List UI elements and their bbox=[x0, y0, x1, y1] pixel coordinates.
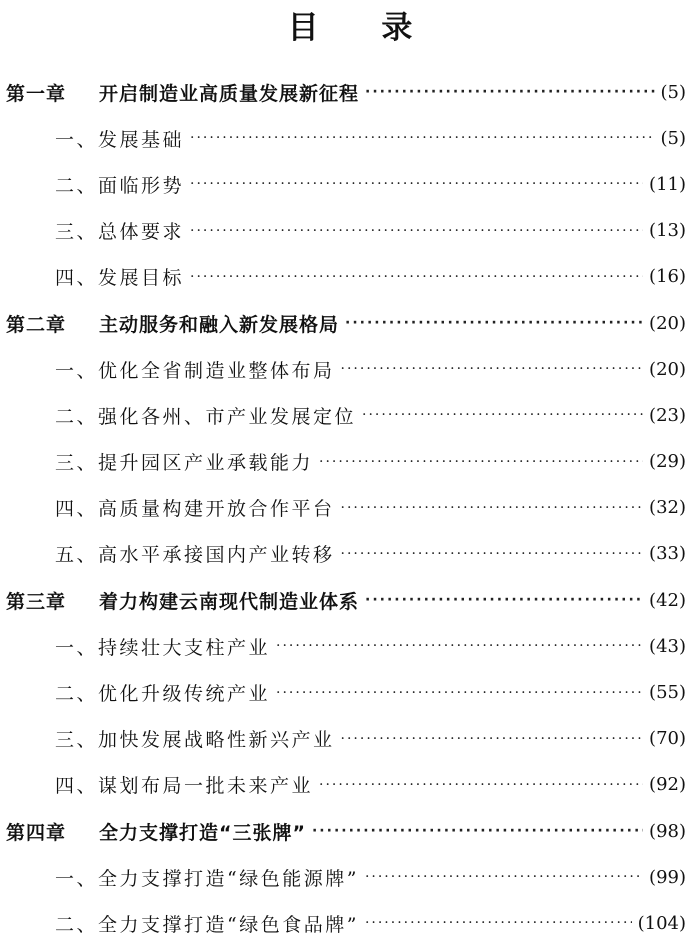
toc-entry-title: 五、高水平承接国内产业转移 bbox=[55, 540, 335, 567]
chapter-number: 第二章 bbox=[6, 310, 99, 337]
dot-leader bbox=[190, 267, 643, 287]
toc-chapter-row[interactable] bbox=[0, 300, 700, 346]
table-of-contents bbox=[0, 69, 700, 947]
chapter-title: 着力构建云南现代制造业体系 bbox=[99, 591, 359, 613]
toc-chapter-row[interactable] bbox=[0, 808, 700, 854]
page-number: (55) bbox=[649, 682, 700, 703]
toc-entry-title: 一、优化全省制造业整体布局 bbox=[55, 356, 335, 383]
toc-entry-title: 三、提升园区产业承载能力 bbox=[55, 448, 313, 475]
chapter-number: 第三章 bbox=[6, 587, 99, 614]
page-number: (98) bbox=[649, 821, 700, 842]
toc-section-row[interactable] bbox=[0, 531, 700, 577]
dot-leader bbox=[341, 729, 644, 749]
toc-entry-title: 二、强化各州、市产业发展定位 bbox=[55, 402, 356, 429]
dot-leader bbox=[365, 590, 643, 610]
dot-leader bbox=[312, 821, 643, 841]
toc-entry-title: 三、总体要求 bbox=[55, 217, 184, 244]
toc-entry-title: 四、谋划布局一批未来产业 bbox=[55, 771, 313, 798]
page-number: (42) bbox=[649, 590, 700, 611]
page-number: (20) bbox=[649, 313, 700, 334]
chapter-title: 主动服务和融入新发展格局 bbox=[99, 314, 339, 336]
chapter-number: 第四章 bbox=[6, 818, 99, 845]
toc-entry-title: 一、发展基础 bbox=[55, 125, 184, 152]
dot-leader bbox=[319, 452, 643, 472]
toc-section-row[interactable] bbox=[0, 854, 700, 900]
page-title: 目 录 bbox=[0, 2, 700, 47]
toc-entry-title: 四、发展目标 bbox=[55, 263, 184, 290]
toc-section-row[interactable] bbox=[0, 485, 700, 531]
page-number: (33) bbox=[649, 543, 700, 564]
page-number: (20) bbox=[649, 359, 700, 380]
toc-entry-title bbox=[6, 587, 359, 614]
dot-leader bbox=[341, 544, 644, 564]
dot-leader bbox=[365, 82, 654, 102]
dot-leader bbox=[190, 221, 643, 241]
dot-leader bbox=[365, 867, 643, 887]
page-number: (23) bbox=[649, 405, 700, 426]
dot-leader bbox=[319, 775, 643, 795]
toc-section-row[interactable] bbox=[0, 716, 700, 762]
page-number: (70) bbox=[649, 728, 700, 749]
page-number: (104) bbox=[638, 913, 700, 934]
toc-entry-title: 三、加快发展战略性新兴产业 bbox=[55, 725, 335, 752]
page-number: (29) bbox=[649, 451, 700, 472]
toc-entry-title bbox=[6, 79, 359, 106]
dot-leader bbox=[362, 405, 643, 425]
toc-section-row[interactable] bbox=[0, 762, 700, 808]
dot-leader bbox=[276, 636, 643, 656]
toc-entry-title: 二、优化升级传统产业 bbox=[55, 679, 270, 706]
toc-section-row[interactable] bbox=[0, 161, 700, 207]
toc-section-row[interactable] bbox=[0, 392, 700, 438]
chapter-title: 开启制造业高质量发展新征程 bbox=[99, 83, 359, 105]
toc-section-row[interactable] bbox=[0, 623, 700, 669]
page-number: (99) bbox=[649, 867, 700, 888]
dot-leader bbox=[190, 174, 643, 194]
toc-entry-title: 四、高质量构建开放合作平台 bbox=[55, 494, 335, 521]
page-number: (13) bbox=[649, 220, 700, 241]
chapter-number: 第一章 bbox=[6, 79, 99, 106]
toc-section-row[interactable] bbox=[0, 115, 700, 161]
dot-leader bbox=[365, 913, 632, 933]
toc-entry-title: 一、持续壮大支柱产业 bbox=[55, 633, 270, 660]
dot-leader bbox=[190, 128, 654, 148]
page-number: (43) bbox=[649, 636, 700, 657]
toc-entry-title: 二、面临形势 bbox=[55, 171, 184, 198]
toc-entry-title: 一、全力支撑打造“绿色能源牌” bbox=[55, 864, 359, 891]
dot-leader bbox=[276, 683, 643, 703]
page-number: (5) bbox=[661, 128, 700, 149]
toc-chapter-row[interactable] bbox=[0, 577, 700, 623]
page-number: (11) bbox=[649, 174, 700, 195]
toc-entry-title bbox=[6, 818, 306, 845]
dot-leader bbox=[341, 498, 644, 518]
dot-leader bbox=[345, 313, 643, 333]
toc-section-row[interactable] bbox=[0, 669, 700, 715]
page-number: (32) bbox=[649, 497, 700, 518]
chapter-title: 全力支撑打造“三张牌” bbox=[99, 822, 306, 844]
page-number: (5) bbox=[661, 82, 700, 103]
toc-section-row[interactable] bbox=[0, 346, 700, 392]
toc-entry-title bbox=[6, 310, 339, 337]
toc-entry-title: 二、全力支撑打造“绿色食品牌” bbox=[55, 910, 359, 937]
toc-section-row[interactable] bbox=[0, 254, 700, 300]
dot-leader bbox=[341, 359, 644, 379]
toc-section-row[interactable] bbox=[0, 900, 700, 946]
toc-section-row[interactable] bbox=[0, 208, 700, 254]
toc-section-row[interactable] bbox=[0, 439, 700, 485]
toc-chapter-row[interactable] bbox=[0, 69, 700, 115]
page-number: (16) bbox=[649, 266, 700, 287]
page-number: (92) bbox=[649, 774, 700, 795]
